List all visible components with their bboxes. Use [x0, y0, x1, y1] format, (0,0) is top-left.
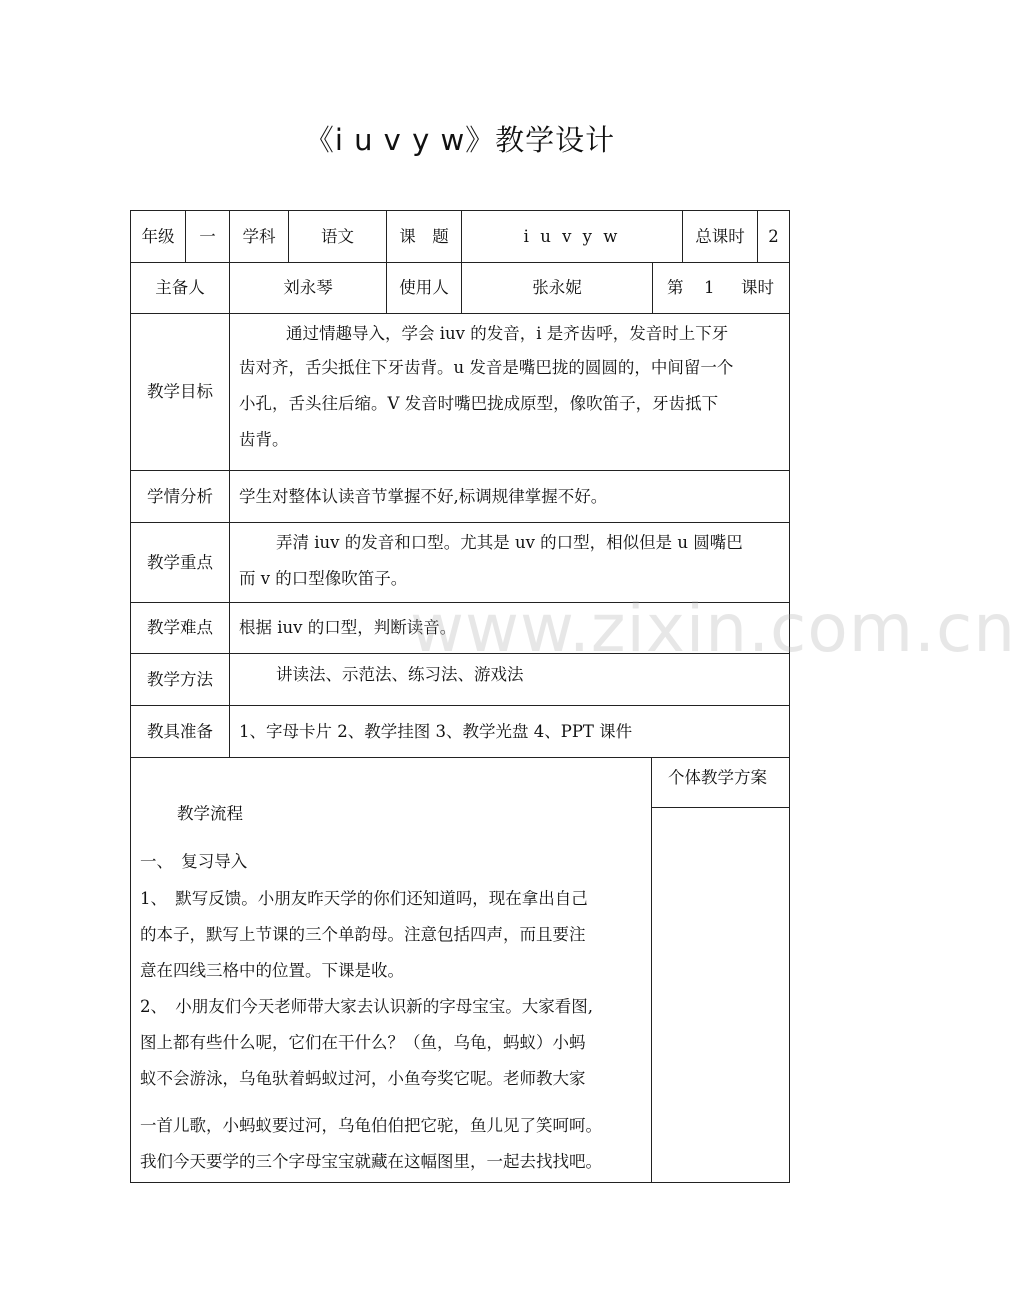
side-plan-cell	[651, 807, 790, 1183]
key-label-cell: 教学重点	[130, 522, 230, 603]
grade-label-cell: 年级	[130, 210, 186, 263]
preparer-label-cell: 主备人	[130, 262, 230, 314]
analysis-label-cell: 学情分析	[130, 470, 230, 523]
process-content-cell: 教学流程 一、 复习导入 1、 默写反馈。小朋友昨天学的你们还知道吗，现在拿出自己 的本子，默写上节课的三个单韵母。注意包括四声，而且要注 意在四线三格中的位置。下课是收。 2、 小朋友们今天老师带大家去认识新的字母宝宝。大家看图, 图上都有些什么呢，它们在干什么？（鱼，乌龟，蚂蚁）小蚂 蚁不会游泳，乌龟驮着蚂蚁过河，小鱼夸奖它呢。老师教大家 一首儿歌，小蚂蚁要过河，乌龟伯伯把它驼，鱼儿见了笑呵呵。 我们今天要学的三个字母宝宝就藏在这幅图里，一起去找找吧。	[130, 757, 652, 1183]
goals-content-cell: 通过情趣导入，学会 iuv 的发音，i 是齐齿呼，发音时上下牙 齿对齐，舌尖抵住下牙齿背。u 发音是嘴巴拢的圆圆的，中间留一个 小孔，舌头往后缩。V 发音时嘴巴拢成原型，像吹笛子，牙齿抵下 齿背。	[229, 313, 790, 471]
goals-label-cell: 教学目标	[130, 313, 230, 471]
watermark: www.zixin.com.cn	[410, 590, 1016, 667]
difficulty-content-cell: 根据 iuv 的口型，判断读音。	[229, 602, 790, 654]
grade-value-cell: 一	[185, 210, 230, 263]
lesson-number-cell: 第 1 课时	[652, 262, 790, 314]
subject-value-cell: 语文	[288, 210, 387, 263]
topic-label-cell: 课 题	[386, 210, 462, 263]
user-value-cell: 张永妮	[461, 262, 653, 314]
method-content-cell: 讲读法、示范法、练习法、游戏法	[229, 653, 790, 706]
tools-label-cell: 教具准备	[130, 705, 230, 758]
difficulty-label-cell: 教学难点	[130, 602, 230, 654]
preparer-value-cell: 刘永琴	[229, 262, 387, 314]
topic-value-cell: i u v y w	[461, 210, 683, 263]
user-label-cell: 使用人	[386, 262, 462, 314]
total-label-cell: 总课时	[682, 210, 758, 263]
analysis-content-cell: 学生对整体认读音节掌握不好,标调规律掌握不好。	[229, 470, 790, 523]
side-header-cell: 个体教学方案	[651, 757, 790, 808]
section-title: 一、 复习导入	[140, 852, 248, 871]
method-label-cell: 教学方法	[130, 653, 230, 706]
process-heading: 教学流程	[177, 804, 243, 823]
tools-content-cell: 1、字母卡片 2、教学挂图 3、教学光盘 4、PPT 课件	[229, 705, 790, 758]
total-value-cell: 2	[757, 210, 790, 263]
document-title: 《i u v y w》教学设计	[304, 123, 616, 157]
key-content-cell: 弄清 iuv 的发音和口型。尤其是 uv 的口型，相似但是 u 圆嘴巴 而 v 的口型像吹笛子。	[229, 522, 790, 603]
subject-label-cell: 学科	[229, 210, 289, 263]
